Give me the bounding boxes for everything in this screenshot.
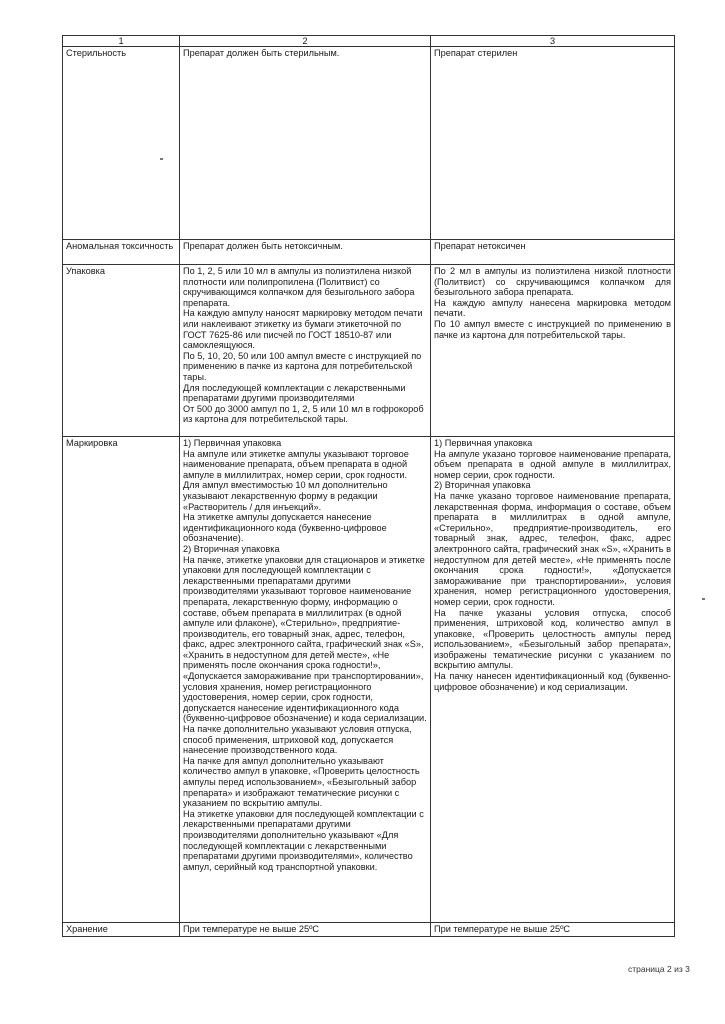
requirement-cell [180, 265, 431, 437]
result-text: На пачку нанесен идентификационный код (буквенно-цифровое обозначение) и код сериализации. [434, 671, 671, 692]
requirement-text: 1) Первичная упаковка [183, 438, 282, 448]
row-label: Стерильность [63, 47, 180, 240]
result-text: При температуре не выше 25ºС [434, 924, 571, 934]
header-col-3: 3 [431, 36, 675, 47]
requirement-text: Препарат должен быть стерильным. [183, 48, 340, 58]
requirement-text: По 1, 2, 5 или 10 мл в ампулы из полиэтилена низкой плотности или полипропилена (Политвист) со скручивающимся колпачком для безыгольного забора препарата. [183, 266, 415, 308]
header-row [63, 36, 675, 47]
requirement-text: На этикетке ампулы допускается нанесение идентификационного кода (буквенно-цифровое обозначение). [183, 512, 387, 544]
header-col-2: 2 [180, 36, 431, 47]
result-text: На пачке указано торговое наименование препарата, лекарственная форма, информация о составе, объем препарата в миллилитрах в одной ампуле, «Стерильно», предприятие-производитель, его товарный знак, адрес, телефон, факс, адрес электронного сайта, графический знак «S», «Хранить в недоступном для детей месте», «Не применять после окончания срока годности!», «Допускается замораживание при транспортировании», условия хранения, номер регистрационного удостоверения, номер серии, срок годности. [434, 490, 671, 607]
result-cell [431, 265, 675, 437]
row-sterility [63, 47, 675, 240]
requirement-text: При температуре не выше 25ºС [183, 924, 320, 934]
row-label: Хранение [63, 923, 180, 937]
result-text: На пачке указаны условия отпуска, способ применения, штриховой код, количество ампул в упаковке, «Проверить целостность ампулы перед использованием», «Безыгольный забор препарата», изображены тематические рисунки с указанием по вскрытию ампулы. [434, 607, 671, 671]
requirement-text: Для последующей комплектации с лекарственными препаратами другими производителями [183, 382, 406, 404]
result-text: По 2 мл в ампулы из полиэтилена низкой плотности (Политвист) со скручивающимся колпачком для безыгольного забора препарата. [434, 266, 671, 298]
requirement-text: По 5, 10, 20, 50 или 100 ампул вместе с инструкцией по применению в пачке из картона для потребительской тары. [183, 350, 422, 382]
header-col-1: 1 [63, 36, 180, 47]
requirement-text: Препарат должен быть нетоксичным. [183, 241, 343, 251]
requirement-cell [180, 437, 431, 923]
page-number: страница 2 из 3 [628, 964, 690, 974]
row-label: Упаковка [63, 265, 180, 437]
result-text: Препарат стерилен [434, 48, 518, 58]
result-text: 2) Вторичная упаковка [434, 480, 531, 491]
row-label: Маркировка [63, 437, 180, 923]
result-text: Препарат нетоксичен [434, 241, 526, 251]
result-cell [431, 437, 675, 923]
requirement-text: На каждую ампулу наносят маркировку методом печати или наклеивают этикетку из бумаги этикеточной по ГОСТ 7625-86 или писчей по ГОСТ 18510-87 или самоклеящуюся. [183, 308, 423, 351]
requirement-text: На пачке, этикетке упаковки для стационаров и этикетке упаковки для последующей комплектации с лекарственными препаратами другими производителями указывают торговое наименование препарата, лекарственную форму, информацию о составе, объем препарата в миллилитрах (в одной ампуле или флаконе), «Стерильно», предприятие-производитель, его товарный знак, адрес, телефон, факс, адрес электронного сайта, графический знак «S», «Хранить в недоступном для детей месте», «Не применять после окончания срока годности!», «Допускается замораживание при транспортировании», условия хранения, номер регистрационного удостоверения, номер серии, срок годности, допускается нанесение идентификационного кода (буквенно-цифровое обозначение) и кода сериализации. [183, 554, 427, 724]
result-text: На каждую ампулу нанесена маркировка методом печати. [434, 297, 671, 319]
row-packaging [63, 265, 675, 437]
result-text: По 10 ампул вместе с инструкцией по применению в пачке из картона для потребительской тары. [434, 318, 671, 340]
scan-speck [160, 158, 163, 160]
result-text: 1) Первичная упаковка [434, 438, 533, 448]
requirement-cell [180, 47, 431, 240]
requirement-text: Для ампул вместимостью 10 мл дополнительно указывают лекарственную форму в редакции «Растворитель / для инъекций». [183, 480, 388, 512]
requirement-cell [180, 923, 431, 937]
result-cell [431, 240, 675, 265]
specification-table [62, 35, 675, 937]
result-cell [431, 923, 675, 937]
requirement-text: На этикетке упаковки для последующей комплектации с лекарственными препаратами другими производителями дополнительно указывают «Для последующей комплектации с лекарственными препаратами другими производителями», количество ампул, серийный код транспортной упаковки. [183, 808, 424, 872]
requirement-cell [180, 240, 431, 265]
requirement-text: На пачке дополнительно указывают условия отпуска, способ применения, штриховой код, допускается нанесение производственного кода. [183, 724, 412, 756]
requirement-text: 2) Вторичная упаковка [183, 543, 280, 554]
row-label: Аномальная токсичность [63, 240, 180, 265]
row-marking [63, 437, 675, 923]
requirement-text: На пачке для ампул дополнительно указывают количество ампул в упаковке, «Проверить целостность ампулы перед использованием», «Безыгольный забор препарата» и изображают тематические рисунки с указанием по вскрытию ампулы. [183, 755, 420, 809]
row-storage [63, 923, 675, 937]
row-toxicity [63, 240, 675, 265]
result-cell [431, 47, 675, 240]
requirement-text: От 500 до 3000 ампул по 1, 2, 5 или 10 мл в гофрокороб из картона для потребительской тары. [183, 403, 424, 425]
result-text: На ампуле указано торговое наименование препарата, объем препарата в одной ампуле в миллилитрах, номер серии, срок годности. [434, 448, 671, 480]
requirement-text: На ампуле или этикетке ампулы указывают торговое наименование препарата, объем препарата в одной ампуле в миллилитрах, номер серии, срок годности. [183, 448, 409, 480]
scan-speck [702, 598, 705, 600]
